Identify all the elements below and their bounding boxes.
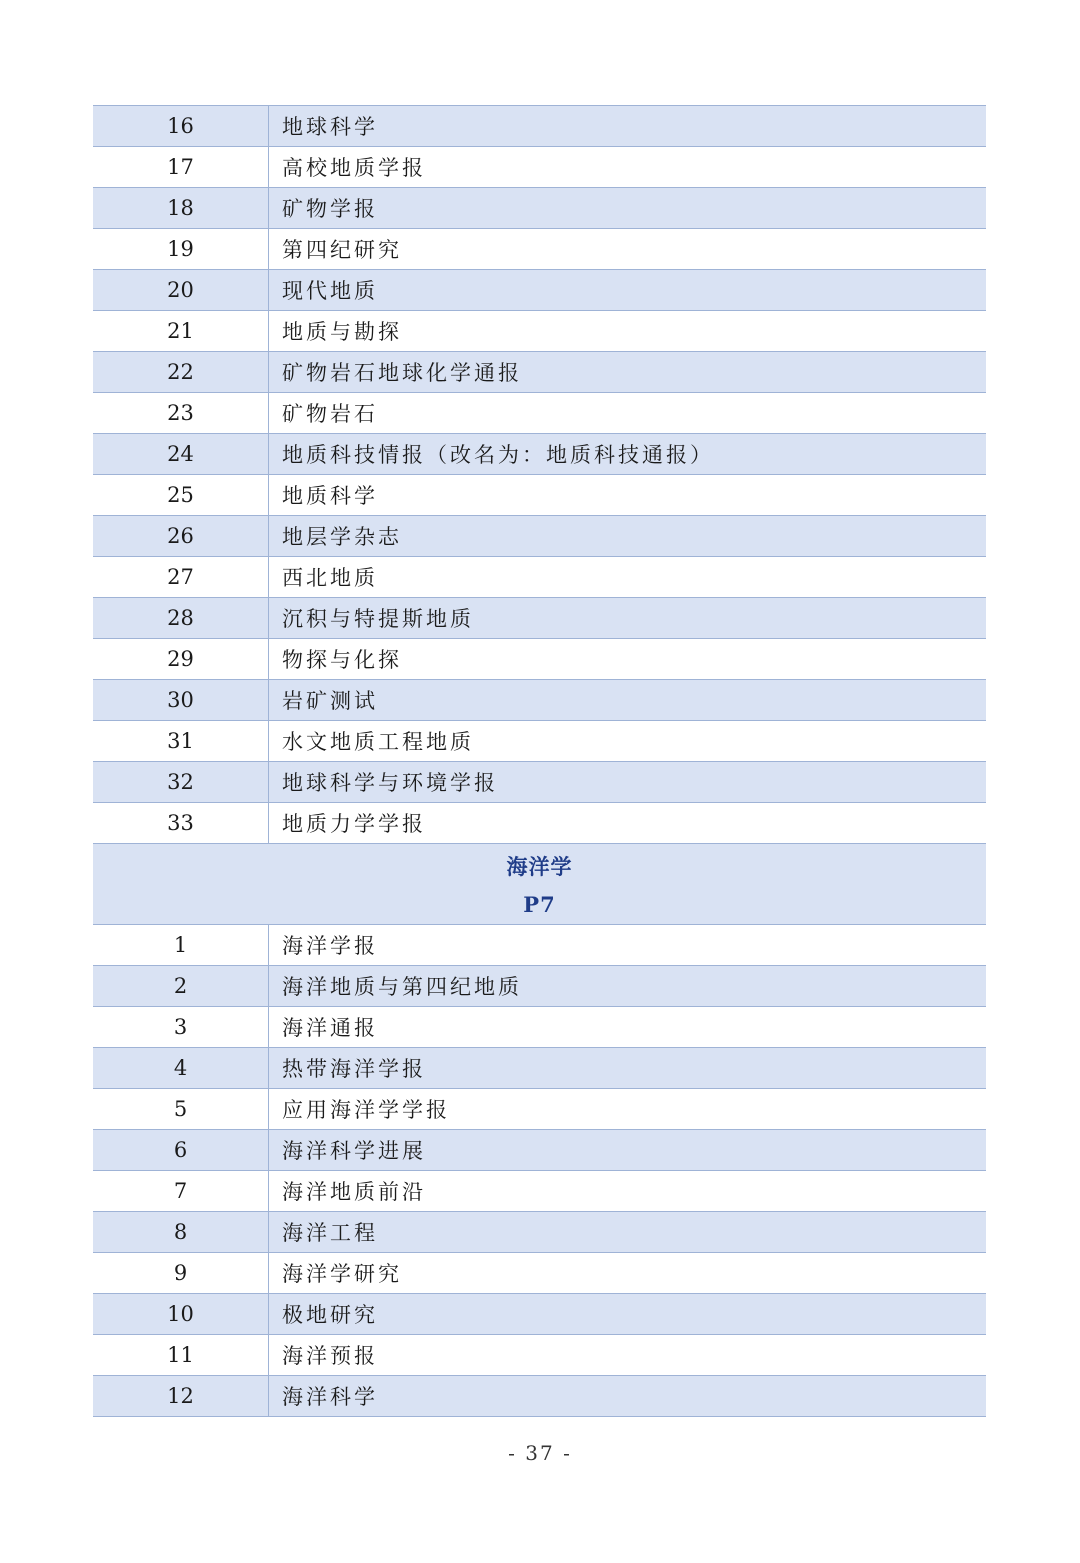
table-row — [93, 803, 986, 844]
table-row — [93, 1048, 986, 1089]
table-row — [93, 1212, 986, 1253]
row-number: 33 — [93, 803, 269, 843]
journal-name: 地质科技情报（改名为：地质科技通报） — [282, 443, 714, 467]
row-number: 3 — [93, 1007, 269, 1047]
journal-name: 应用海洋学学报 — [282, 1098, 450, 1122]
table-row — [93, 188, 986, 229]
row-number: 26 — [93, 516, 269, 556]
row-number: 31 — [93, 721, 269, 761]
journal-name: 海洋科学进展 — [282, 1139, 426, 1163]
journal-name: 地球科学 — [282, 115, 378, 139]
journal-name: 高校地质学报 — [282, 156, 426, 180]
row-number: 6 — [93, 1130, 269, 1170]
table-row — [93, 434, 986, 475]
journal-name: 海洋通报 — [282, 1016, 378, 1040]
journal-name: 地质科学 — [282, 484, 378, 508]
journal-name: 沉积与特提斯地质 — [282, 607, 474, 631]
table-row — [93, 639, 986, 680]
oceanography-journal-group — [93, 925, 986, 1417]
table-row — [93, 1171, 986, 1212]
table-row — [93, 762, 986, 803]
row-number: 18 — [93, 188, 269, 228]
table-row — [93, 229, 986, 270]
table-row — [93, 1253, 986, 1294]
table-row — [93, 598, 986, 639]
row-number: 2 — [93, 966, 269, 1006]
table-row — [93, 270, 986, 311]
geology-journal-group — [93, 106, 986, 844]
table-row — [93, 1130, 986, 1171]
journal-name: 海洋科学 — [282, 1385, 378, 1409]
row-number: 27 — [93, 557, 269, 597]
row-number: 25 — [93, 475, 269, 515]
row-number: 17 — [93, 147, 269, 187]
table-row — [93, 1376, 986, 1417]
table-row — [93, 925, 986, 966]
table-row — [93, 966, 986, 1007]
row-number: 21 — [93, 311, 269, 351]
section-header-row — [93, 844, 986, 925]
journal-name: 现代地质 — [282, 279, 378, 303]
table-row — [93, 352, 986, 393]
table-row — [93, 1007, 986, 1048]
journal-name: 地质力学学报 — [282, 812, 426, 836]
table-row — [93, 1294, 986, 1335]
journal-name: 第四纪研究 — [282, 238, 402, 262]
journal-name: 岩矿测试 — [282, 689, 378, 713]
row-number: 12 — [93, 1376, 269, 1416]
journal-name: 地质与勘探 — [282, 320, 402, 344]
table-row — [93, 680, 986, 721]
row-number: 23 — [93, 393, 269, 433]
row-number: 19 — [93, 229, 269, 269]
row-number: 20 — [93, 270, 269, 310]
table-row — [93, 393, 986, 434]
journal-name: 海洋预报 — [282, 1344, 378, 1368]
journal-name: 矿物岩石 — [282, 402, 378, 426]
row-number: 8 — [93, 1212, 269, 1252]
table-row — [93, 1335, 986, 1376]
journal-name: 海洋工程 — [282, 1221, 378, 1245]
table-row — [93, 721, 986, 762]
journal-name: 海洋地质与第四纪地质 — [282, 975, 522, 999]
row-number: 16 — [93, 106, 269, 146]
row-number: 9 — [93, 1253, 269, 1293]
journal-name: 物探与化探 — [282, 648, 402, 672]
row-number: 22 — [93, 352, 269, 392]
row-number: 11 — [93, 1335, 269, 1375]
section-classification-code: P7 — [523, 891, 556, 917]
row-number: 24 — [93, 434, 269, 474]
table-row — [93, 311, 986, 352]
table-row — [93, 516, 986, 557]
row-number: 5 — [93, 1089, 269, 1129]
row-number: 29 — [93, 639, 269, 679]
journal-name: 矿物岩石地球化学通报 — [282, 361, 522, 385]
section-title: 海洋学 — [506, 854, 573, 880]
journal-name: 热带海洋学报 — [282, 1057, 426, 1081]
table-row — [93, 475, 986, 516]
row-number: 32 — [93, 762, 269, 802]
row-number: 28 — [93, 598, 269, 638]
journal-name: 海洋学报 — [282, 934, 378, 958]
journal-name: 海洋地质前沿 — [282, 1180, 426, 1204]
table-row — [93, 1089, 986, 1130]
table-row — [93, 106, 986, 147]
journal-name: 水文地质工程地质 — [282, 730, 474, 754]
journal-table — [93, 105, 986, 1417]
journal-name: 矿物学报 — [282, 197, 378, 221]
page-number: - 37 - — [508, 1441, 572, 1465]
journal-name: 西北地质 — [282, 566, 378, 590]
row-number: 7 — [93, 1171, 269, 1211]
journal-name: 地球科学与环境学报 — [282, 771, 498, 795]
row-number: 4 — [93, 1048, 269, 1088]
journal-name: 海洋学研究 — [282, 1262, 402, 1286]
table-row — [93, 147, 986, 188]
row-number: 10 — [93, 1294, 269, 1334]
table-row — [93, 557, 986, 598]
row-number: 30 — [93, 680, 269, 720]
journal-name: 地层学杂志 — [282, 525, 402, 549]
row-number: 1 — [93, 925, 269, 965]
journal-name: 极地研究 — [282, 1303, 378, 1327]
